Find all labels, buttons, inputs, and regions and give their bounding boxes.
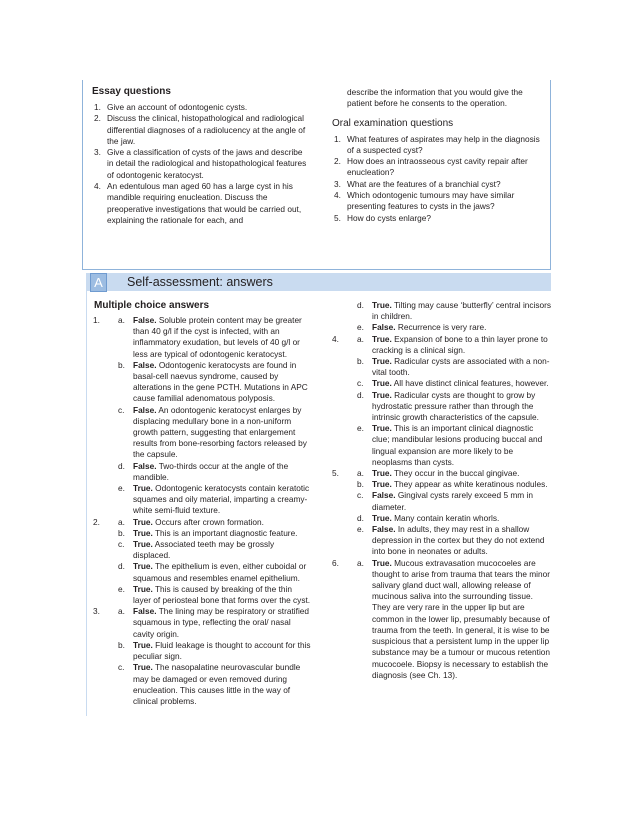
verdict: True. xyxy=(133,527,153,538)
item-text: How does an intraosseous cyst cavity repair after enucleation? xyxy=(347,156,528,178)
verdict: True. xyxy=(372,423,392,434)
item-text: Give a classification of cysts of the jaws and describe in detail the radiological and histopathological features of odontogenic keratocyst. xyxy=(107,147,307,180)
answer-option xyxy=(357,468,552,479)
verdict: True. xyxy=(372,378,392,389)
item-text: Which odontogenic tumours may have similar presenting features to cysts in the jaws? xyxy=(347,190,515,212)
verdict: False. xyxy=(372,490,396,501)
explanation: Soluble protein content may be greater than 40 g/l if the cyst is infected, with an inflammatory exudation, but levels of 40 g/l or less are typical of odontogenic keratocyst. xyxy=(133,315,302,359)
explanation: Fluid leakage is thought to account for this peculiar sign. xyxy=(133,639,311,662)
option-letter: b. xyxy=(118,639,125,650)
option-letter: b. xyxy=(357,356,364,367)
explanation: The nasopalatine neurovascular bundle may be damaged or even removed during enucleation. This causes little in the way of clinical problems. xyxy=(133,662,301,706)
explanation: Radicular cysts are associated with a non-vital tooth. xyxy=(372,356,550,378)
option-letter: d. xyxy=(357,389,364,400)
verdict: True. xyxy=(372,356,392,367)
answer-option xyxy=(118,360,311,405)
item-number: 5. xyxy=(334,212,341,223)
answer-option xyxy=(118,584,311,606)
item-text: How do cysts enlarge? xyxy=(347,212,431,223)
option-letter: c. xyxy=(118,662,125,673)
item-text: An edentulous man aged 60 has a large cyst in his mandible requiring enucleation. Discuss the preoperative investigations that would be carried out, explaining the rationale for each, and xyxy=(107,181,302,225)
answer-option xyxy=(118,640,311,662)
verdict: False. xyxy=(372,524,396,535)
verdict: True. xyxy=(372,300,392,310)
option-letter: a. xyxy=(357,333,364,344)
verdict: True. xyxy=(133,583,153,594)
explanation: The epithelium is even, either cuboidal or squamous and resembles enamel epithelium. xyxy=(133,561,307,583)
option-letter: d. xyxy=(118,561,125,572)
answer-group xyxy=(330,558,552,681)
essay-item xyxy=(92,102,308,113)
oral-item xyxy=(332,179,544,190)
explanation: This is an important clinical diagnostic clue; mandibular lesions producing buccal and lingual expansion are more likely to be neoplasms than cysts. xyxy=(372,423,543,467)
option-letter: a. xyxy=(357,468,364,479)
verdict: False. xyxy=(372,322,396,333)
explanation: Mucous extravasation mucocoeles are thought to arise from trauma that tears the minor salivary gland duct wall, allowing release of mucinous saliva into the surrounding tissue. They are very rare in the upper lip but are common in the lower lip, presumably because of trauma from the teeth. In general, it is wise to be suspicious that a persistent lump in the upper lip substance may be a tumour or mucous retention mucocoele. Biopsy is necessary to establish the diagnosis (see Ch. 13). xyxy=(372,557,551,680)
answer-option xyxy=(357,513,552,524)
verdict: True. xyxy=(133,539,153,550)
item-text: Discuss the clinical, histopathological and radiological differential diagnoses of a radiolucency at the angle of the jaw. xyxy=(107,113,306,146)
question-number: 6. xyxy=(332,557,339,568)
option-letter: c. xyxy=(357,490,364,501)
oral-heading: Oral examination questions xyxy=(332,117,454,129)
answer-option xyxy=(357,356,552,378)
answer-option xyxy=(118,405,311,461)
answer-group xyxy=(91,606,311,707)
verdict: False. xyxy=(133,460,157,471)
explanation: Radicular cysts are thought to grow by hydrostatic pressure rather than through the intrinsic growth characteristics of the capsule. xyxy=(372,389,539,423)
question-number: 3. xyxy=(93,606,100,617)
explanation: Many contain keratin whorls. xyxy=(394,512,500,523)
explanation: The lining may be respiratory or stratified squamous in type, reflecting the oral/ nasal cavity origin. xyxy=(133,606,310,639)
option-letter: b. xyxy=(357,479,364,490)
verdict: True. xyxy=(133,561,153,572)
verdict: True. xyxy=(133,483,153,494)
explanation: They appear as white keratinous nodules. xyxy=(393,479,548,490)
item-text: What features of aspirates may help in the diagnosis of a suspected cyst? xyxy=(347,133,540,155)
item-number: 4. xyxy=(94,181,101,192)
essay-item xyxy=(92,113,308,147)
item-number: 3. xyxy=(94,147,101,158)
explanation: Occurs after crown formation. xyxy=(155,516,264,527)
verdict: True. xyxy=(372,512,392,523)
answer-option xyxy=(118,517,311,528)
answer-option xyxy=(357,378,552,389)
verdict: True. xyxy=(372,468,392,479)
option-letter: c. xyxy=(118,539,125,550)
question-number: 1. xyxy=(93,315,100,325)
essay-continuation: describe the information that you would give the patient before he consents to the operation. xyxy=(347,87,523,109)
verdict: True. xyxy=(372,557,392,568)
essay-item xyxy=(92,181,308,226)
option-letter: d. xyxy=(357,300,364,310)
verdict: False. xyxy=(133,404,157,415)
item-number: 1. xyxy=(94,102,101,112)
option-letter: d. xyxy=(118,460,125,471)
answer-option xyxy=(357,524,552,558)
explanation: Expansion of bone to a thin layer prone to cracking is a clinical sign. xyxy=(372,333,548,355)
answer-option xyxy=(118,606,311,640)
option-letter: e. xyxy=(357,423,364,434)
option-letter: e. xyxy=(357,322,364,333)
answer-option xyxy=(118,561,311,583)
answer-group-continued xyxy=(330,300,552,334)
answer-option xyxy=(357,423,552,468)
verdict: True. xyxy=(372,389,392,400)
oral-item xyxy=(332,213,544,224)
answers-box-rule xyxy=(86,291,87,716)
answers-right-column xyxy=(330,300,552,681)
answer-option xyxy=(118,528,311,539)
essay-item xyxy=(92,147,308,181)
answer-group xyxy=(330,334,552,468)
question-number: 5. xyxy=(332,468,339,479)
answer-group xyxy=(330,468,552,558)
explanation: An odontogenic keratocyst enlarges by displacing medullary bone in a non-uniform growth pattern, suggesting that enlargement results from bone-resorbing factors released by the capsule. xyxy=(133,404,307,460)
item-number: 4. xyxy=(334,190,341,201)
option-letter: a. xyxy=(118,516,125,527)
answer-option xyxy=(118,461,311,483)
explanation: Odontogenic keratocysts contain keratotic squames and oily material, imparting a creamy-white semi-fluid texture. xyxy=(133,483,310,516)
questions-left-column xyxy=(92,80,308,226)
verdict: False. xyxy=(133,606,157,617)
verdict: True. xyxy=(133,639,153,650)
explanation: Two-thirds occur at the angle of the mandible. xyxy=(133,460,289,482)
answers-badge: A xyxy=(90,273,107,292)
answer-option xyxy=(118,539,311,561)
oral-list xyxy=(332,134,544,224)
explanation: This is an important diagnostic feature. xyxy=(154,527,298,538)
answer-option xyxy=(357,390,552,424)
option-letter: b. xyxy=(118,527,125,538)
item-text: Give an account of odontogenic cysts. xyxy=(107,102,248,112)
item-number: 3. xyxy=(334,178,341,189)
explanation: This is caused by breaking of the thin layer of periosteal bone that forms over the cyst. xyxy=(133,583,311,606)
questions-box xyxy=(82,80,551,270)
oral-item xyxy=(332,134,544,157)
option-letter: a. xyxy=(118,315,125,325)
option-letter: e. xyxy=(357,524,364,535)
questions-right-column xyxy=(332,80,544,224)
option-letter: a. xyxy=(357,557,364,568)
answer-option xyxy=(357,558,552,681)
essay-heading: Essay questions xyxy=(92,86,171,97)
option-letter: b. xyxy=(118,359,125,370)
answer-option xyxy=(357,334,552,356)
item-text: What are the features of a branchial cyst? xyxy=(347,178,501,189)
option-letter: e. xyxy=(118,483,125,494)
answer-option xyxy=(118,315,311,360)
explanation: Odontogenic keratocysts are found in basal-cell naevus syndrome, caused by alterations in the gene PCTH. Mutations in APC cause familial adenomatous polyposis. xyxy=(133,359,308,404)
answer-option xyxy=(357,300,552,322)
option-letter: c. xyxy=(118,404,125,415)
explanation: Tilting may cause ‘butterfly’ central incisors in children. xyxy=(372,300,552,322)
option-letter: e. xyxy=(118,583,125,594)
option-letter: d. xyxy=(357,512,364,523)
answer-group xyxy=(91,517,311,607)
explanation: They occur in the buccal gingivae. xyxy=(393,468,520,479)
answer-group xyxy=(91,315,311,517)
explanation: Associated teeth may be grossly displaced. xyxy=(133,539,275,561)
item-number: 1. xyxy=(334,133,341,144)
option-letter: c. xyxy=(357,378,364,389)
verdict: False. xyxy=(133,315,157,325)
answer-option xyxy=(357,322,552,333)
mc-heading: Multiple choice answers xyxy=(94,300,210,311)
oral-item xyxy=(332,156,544,179)
verdict: False. xyxy=(133,359,157,370)
verdict: True. xyxy=(133,516,153,527)
essay-list xyxy=(92,102,308,226)
verdict: True. xyxy=(372,479,392,490)
answer-option xyxy=(118,483,311,517)
question-number: 2. xyxy=(93,516,100,527)
answers-title: Self-assessment: answers xyxy=(127,275,273,289)
explanation: Recurrence is very rare. xyxy=(397,322,487,333)
verdict: True. xyxy=(133,662,153,673)
oral-item xyxy=(332,190,544,213)
explanation: Gingival cysts rarely exceed 5 mm in diameter. xyxy=(372,490,533,512)
question-number: 4. xyxy=(332,333,339,344)
answers-left-column xyxy=(91,300,311,707)
explanation: All have distinct clinical features, however. xyxy=(393,378,549,389)
item-number: 2. xyxy=(334,156,341,167)
answer-option xyxy=(357,479,552,490)
explanation: In adults, they may rest in a shallow depression in the cortex but they do not extend into bone in neonates or adults. xyxy=(372,524,545,557)
option-letter: a. xyxy=(118,606,125,617)
answer-option xyxy=(357,490,552,512)
item-number: 2. xyxy=(94,113,101,124)
answer-option xyxy=(118,662,311,707)
verdict: True. xyxy=(372,333,392,344)
